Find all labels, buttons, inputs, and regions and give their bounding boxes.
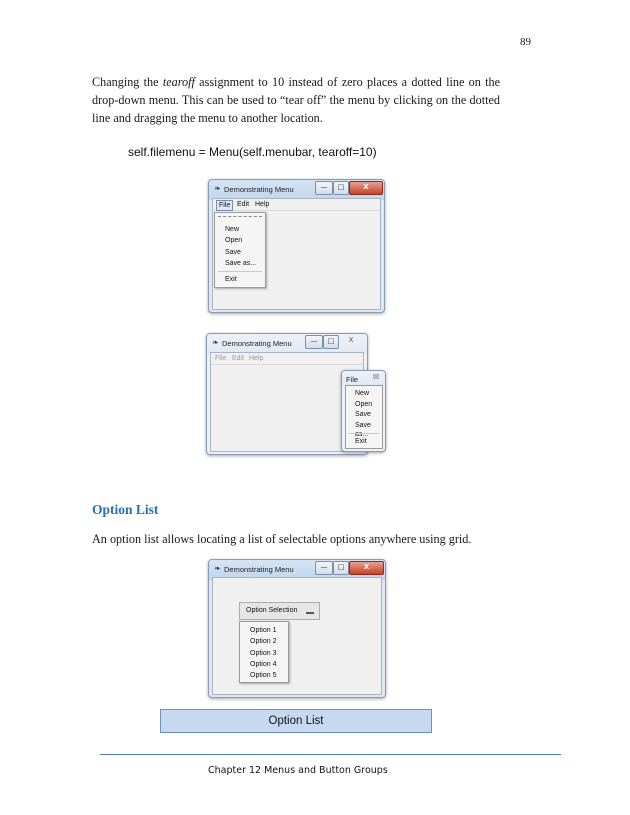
maximize-button[interactable]: □ [333, 561, 349, 575]
option-item-4[interactable]: Option 4 [250, 661, 277, 668]
option-indicator-icon [306, 612, 314, 614]
menu-item-new[interactable]: New [225, 226, 240, 233]
menu-separator [349, 433, 379, 434]
torn-menu-title: File [346, 375, 359, 384]
title-bar [209, 180, 384, 200]
figure-caption: Option List [160, 709, 432, 733]
window-client [212, 577, 382, 695]
chapter-footer: Chapter 12 Menus and Button Groups [208, 765, 388, 776]
option-item-3[interactable]: Option 3 [250, 650, 277, 657]
menu-file[interactable]: File [216, 200, 233, 211]
footer-rule [100, 754, 561, 755]
minimize-button[interactable]: — [305, 335, 323, 349]
window-screenshot-1 [208, 179, 385, 313]
code-line: self.filemenu = Menu(self.menubar, tearoff=10) [128, 145, 377, 159]
torn-menu-titlebar [342, 371, 385, 385]
paragraph-tearoff [92, 73, 500, 127]
option-item-5[interactable]: Option 5 [250, 672, 277, 679]
menu-help[interactable]: Help [249, 355, 264, 362]
para-text: Changing the [92, 75, 163, 89]
maximize-button[interactable]: □ [333, 181, 349, 195]
close-button[interactable]: X [349, 181, 383, 195]
tearoff-line[interactable] [218, 216, 262, 217]
close-button[interactable]: X [348, 336, 354, 344]
menu-item-save-as[interactable]: Save as... [225, 260, 257, 267]
para-text: assignment to 10 instead of zero places a dotted line on the drop-down menu. This can be used to “tear off” the menu by clicking on the dotted line and dragging the menu to another location. [92, 75, 500, 125]
menubar [211, 353, 363, 365]
menu-edit[interactable]: Edit [232, 355, 245, 362]
option-button-label: Option Selection [246, 607, 298, 614]
torn-off-menu-window [341, 370, 386, 452]
window-client [212, 198, 381, 310]
close-button[interactable]: X [349, 561, 384, 575]
menu-edit[interactable]: Edit [237, 201, 250, 208]
feather-icon: ❧ [214, 564, 221, 573]
window-title: Demonstrating Menu [224, 565, 294, 574]
page-number: 89 [520, 36, 531, 48]
option-menu-button[interactable] [239, 602, 320, 620]
menu-item-exit[interactable]: Exit [355, 438, 367, 445]
feather-icon: ❧ [212, 338, 219, 347]
paragraph-option-list: An option list allows locating a list of selectable options anywhere using grid. [92, 532, 472, 546]
file-dropdown [214, 212, 266, 288]
option-item-2[interactable]: Option 2 [250, 638, 277, 645]
close-icon[interactable]: ☒ [373, 373, 380, 381]
option-item-1[interactable]: Option 1 [250, 627, 277, 634]
feather-icon: ❧ [214, 184, 221, 193]
menu-item-exit[interactable]: Exit [225, 276, 237, 283]
maximize-button[interactable]: □ [323, 335, 339, 349]
option-list [239, 621, 289, 683]
para-italic: tearoff [162, 75, 195, 89]
menu-item-new[interactable]: New [355, 390, 370, 397]
section-heading: Option List [92, 502, 159, 517]
window-title: Demonstrating Menu [224, 185, 294, 194]
menu-help[interactable]: Help [255, 201, 270, 208]
minimize-button[interactable]: — [315, 561, 333, 575]
menu-item-open[interactable]: Open [225, 237, 243, 244]
minimize-button[interactable]: — [315, 181, 333, 195]
menu-file[interactable]: File [215, 355, 227, 362]
menu-item-open[interactable]: Open [355, 401, 373, 408]
title-bar [207, 334, 367, 354]
menu-separator [218, 271, 262, 272]
window-title: Demonstrating Menu [222, 339, 292, 348]
menubar [213, 199, 380, 211]
window-screenshot-3 [208, 559, 386, 698]
menu-item-save[interactable]: Save [225, 249, 241, 256]
menu-item-save[interactable]: Save [355, 411, 371, 418]
menu-item-save-as[interactable]: Save as... [355, 422, 371, 438]
torn-menu-body [345, 385, 383, 449]
